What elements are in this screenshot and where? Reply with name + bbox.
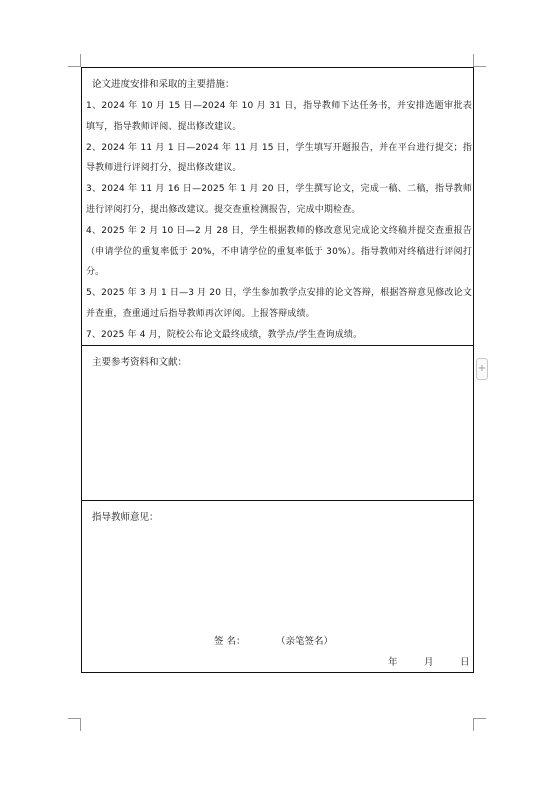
page-corner-mark — [473, 54, 486, 67]
advisor-opinion-cell[interactable] — [82, 501, 473, 672]
plan-item: 1、2024 年 10 月 15 日—2024 年 10 月 31 日，指导教师下达任务书，并安排选题审批表填写，指导教师评阅、提出修改建议。 — [86, 101, 472, 132]
plan-item: 4、2025 年 2 月 10 日—2 月 28 日，学生根据教师的修改意见完成论文终稿并提交查重报告（申请学位的重复率低于 20%，不申请学位的重复率低于 30%）。指导教师对终稿进行评阅打分。 — [86, 225, 472, 278]
signature-line — [214, 633, 333, 647]
form-table — [81, 67, 474, 673]
plan-heading: 论文进度安排和采取的主要措施： — [92, 79, 235, 90]
expand-icon[interactable]: + — [476, 358, 488, 380]
date-day-label: 日 — [460, 657, 470, 668]
signature-label: 签 名： — [214, 636, 246, 647]
plan-item: 3、2024 年 11 月 16 日—2025 年 1 月 20 日，学生撰写论文，完成一稿、二稿，指导教师进行评阅打分，提出修改建议。提交查重检测报告，完成中期检查。 — [86, 184, 472, 215]
plan-cell[interactable] — [82, 68, 473, 346]
date-year-label: 年 — [388, 657, 398, 668]
plan-item: 5、2025 年 3 月 1 日—3 月 20 日，学生参加教学点安排的论文答辩，根据答辩意见修改论文并查重，查重通过后指导教师再次评阅。上报答辩成绩。 — [86, 288, 472, 319]
page-corner-mark — [68, 54, 81, 67]
page-corner-mark — [473, 718, 486, 731]
date-month-label: 月 — [424, 657, 434, 668]
plan-list — [86, 96, 472, 346]
page-corner-mark — [68, 718, 81, 731]
date-line — [388, 654, 496, 668]
plan-item: 7、2025 年 4 月，院校公布论文最终成绩，教学点/学生查询成绩。 — [86, 329, 363, 340]
advisor-opinion-heading: 指导教师意见： — [92, 512, 159, 523]
references-heading: 主要参考资料和文献： — [92, 357, 188, 368]
references-cell[interactable] — [82, 346, 473, 501]
plan-item: 2、2024 年 11 月 1 日—2024 年 11 月 15 日，学生填写开题报告，并在平台进行提交；指导教师进行评阅打分，提出修改建议。 — [86, 142, 472, 174]
signature-hint: （亲笔签名） — [276, 636, 334, 647]
